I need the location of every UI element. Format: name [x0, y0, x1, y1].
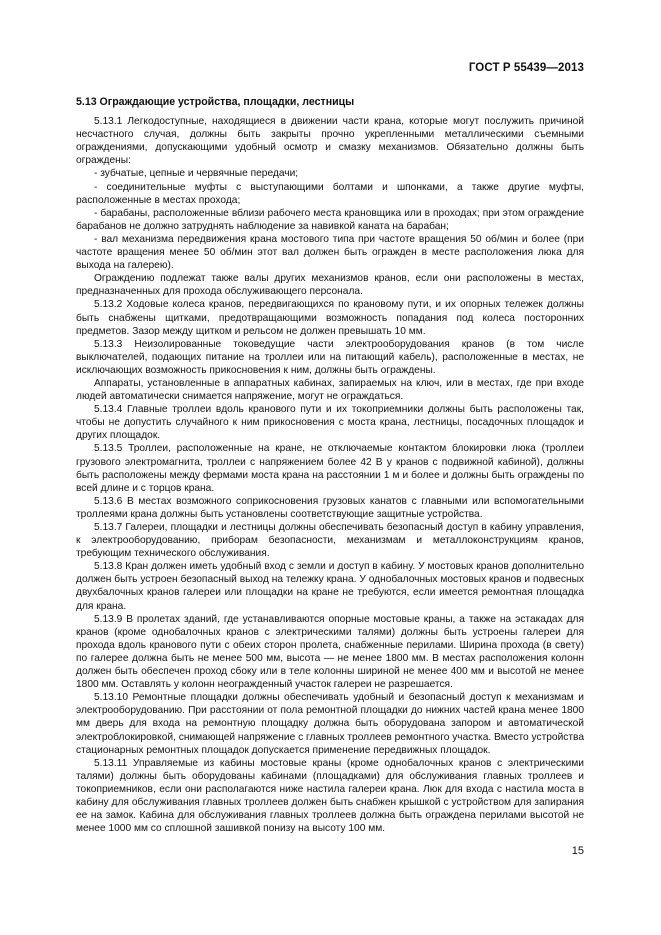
paragraph-5-13-8: 5.13.8 Кран должен иметь удобный вход с земли и доступ в кабину. У мостовых кранов дополнительно должен быть устроен безопасный выход на тележку крана. У однобалочных мостовых кранов и подвесных двухбалочных кранов галереи или площадки на кране не требуются, если имеется ремонтная площадка для крана. [76, 561, 584, 612]
paragraph-5-13-2: 5.13.2 Ходовые колеса кранов, передвигающихся по крановому пути, и их опорных тележек должны быть снабжены щитками, предотвращающими возможность попадания под колеса посторонних предметов. Зазор между щитком и рельсом не должен превышать 10 мм. [76, 299, 584, 337]
list-item-drums: - барабаны, расположенные вблизи рабочего места крановщика или в проходах; при этом ограждение барабанов не должно затруднять наблюдение за навивкой каната на барабан; [76, 207, 584, 232]
paragraph-5-13-6: 5.13.6 В местах возможного соприкосновения грузовых канатов с главными или вспомогательными троллеями крана должны быть установлены соответствующие защитные устройства. [76, 495, 584, 520]
paragraph-5-13-4: 5.13.4 Главные троллеи вдоль кранового пути и их токоприемники должны быть расположены так, чтобы не допустить случайного к ним прикосновения с моста крана, лестницы, посадочных площадок и других площадок. [76, 404, 584, 442]
section-body [76, 96, 584, 835]
paragraph-5-13-3: 5.13.3 Неизолированные токоведущие части электрооборудования кранов (в том числе выключателей, подающих питание на троллеи или на питающий кабель), расположенные в местах, не исключающих возможность прикосновения к ним, должны быть ограждены. [76, 338, 584, 376]
list-item-travel-shaft: - вал механизма передвижения крана мостового типа при частоте вращения 50 об/мин и более (при частоте вращения менее 50 об/мин этот вал должен быть огражден в месте расположения люка для выхода на галерею). [76, 233, 584, 272]
list-item-couplings: - соединительные муфты с выступающими болтами и шпонками, а также другие муфты, расположенные в местах прохода; [76, 181, 584, 206]
paragraph-apparatus: Аппараты, установленные в аппаратных кабинах, запираемых на ключ, или в местах, где при входе людей автоматически снимается напряжение, могут не ограждаться. [76, 377, 584, 403]
paragraph-5-13-9: 5.13.9 В пролетах зданий, где устанавливаются опорные мостовые краны, а также на эстакадах для кранов (кроме однобалочных кранов с электрическими талями) должны быть устроены галереи для прохода вдоль кранового пути с обеих сторон пролета, снабженные перилами. Ширина прохода (в свету) по галерее должна быть не менее 500 мм, высота — не менее 1800 мм. В местах расположения колонн должен быть обеспечен проход сбоку или в теле колонны шириной не менее 400 мм и высотой не менее 1800 мм. Оставлять у колонн неогражденный участок галереи не разрешается. [76, 613, 584, 691]
paragraph-5-13-7: 5.13.7 Галереи, площадки и лестницы должны обеспечивать безопасный доступ в кабину управления, к электрооборудованию, приборам безопасности, механизмам и металлоконструкциям кранов, требующим технического обслуживания. [76, 522, 584, 560]
paragraph-5-13-5: 5.13.5 Троллеи, расположенные на кране, не отключаемые контактом блокировки люка (троллеи грузового электромагнита, троллеи с напряжением более 42 В у кранов с подвижной кабиной), должны быть расположены между фермами моста крана на расстоянии 1 м и более и должны быть ограждены по всей длине и с торцов крана. [76, 443, 584, 494]
paragraph-other-shafts: Ограждению подлежат также валы других механизмов кранов, если они расположены в местах, предназначенных для прохода обслуживающего персонала. [76, 273, 584, 298]
section-title: 5.13 Ограждающие устройства, площадки, лестницы [76, 96, 355, 108]
paragraph-5-13-10: 5.13.10 Ремонтные площадки должны обеспечивать удобный и безопасный доступ к механизмам и электрооборудованию. При расстоянии от пола ремонтной площадки до нижних частей крана менее 1800 мм дверь для входа на ремонтную площадку должна быть оборудована запором и автоматической электроблокировкой, снимающей напряжение с главных троллеев ремонтного участка. Вместо устройства стационарных ремонтных площадок допускается применение передвижных площадок. [76, 692, 585, 756]
paragraph-5-13-1: 5.13.1 Легкодоступные, находящиеся в движении части крана, которые могут послужить причиной несчастного случая, должны быть закрыты прочно укрепленными металлическими съемными ограждениями, допускающими удобный осмотр и смазку механизмов. Обязательно должны быть ограждены: [76, 116, 584, 167]
document-code-header: ГОСТ Р 55439—2013 [468, 62, 584, 74]
paragraph-5-13-11: 5.13.11 Управляемые из кабины мостовые краны (кроме однобалочных кранов с электрическими талями) должны быть оборудованы кабинами (площадками) для обслуживания главных троллеев и токоприемников, если они располагаются ниже настила галереи крана. Люк для входа с настила моста в кабину для обслуживания главных троллеев должен быть снабжен крышкой с устройством для запирания ее на замок. Кабина для обслуживания главных троллеев должна быть ограждена перилами высотой не менее 1000 мм со сплошной зашивкой понизу на высоту 100 мм. [76, 757, 584, 835]
page-number: 15 [571, 845, 584, 857]
list-item-gears: - зубчатые, цепные и червячные передачи; [94, 168, 299, 180]
